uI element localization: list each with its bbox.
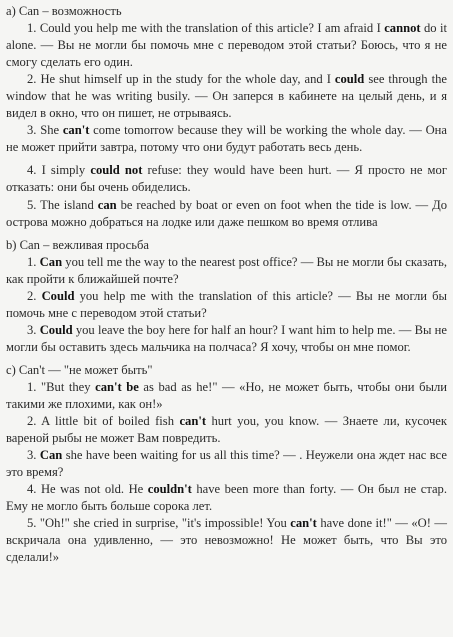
example-paragraph xyxy=(6,254,447,288)
modal-verb: could xyxy=(334,72,365,87)
text-run: do it alone. — Вы не могли бы помочь мне с переводом этой статьи? Боюсь, что я не смогу сделать его один. xyxy=(6,21,447,70)
text-run: 1. Could you help me with the translation of this article? I am afraid I xyxy=(27,21,385,36)
example-paragraph xyxy=(6,288,447,322)
modal-verb: Can xyxy=(39,254,63,269)
section xyxy=(6,237,447,356)
text-run: see through the window that he was writing busily. — Он заперся в кабинете на целый день, и я видел в окно, что он пишет, не отрываясь. xyxy=(6,72,447,121)
text-run: 3. xyxy=(27,448,40,463)
modal-verb: Could xyxy=(41,288,75,303)
document-body xyxy=(6,3,447,567)
modal-verb: can xyxy=(97,197,117,212)
text-run: she have been waiting for us all this time? — . Неужели она ждет нас все это время? xyxy=(6,448,448,480)
example-paragraph xyxy=(6,379,447,413)
text-run: 4. I simply xyxy=(27,163,91,178)
example-paragraph xyxy=(6,322,447,356)
modal-verb: can't xyxy=(179,414,207,429)
modal-verb: cannot xyxy=(384,21,421,36)
text-run: you leave the boy here for half an hour? I want him to help me. — Вы не могли бы оставить здесь мальчика на полчаса? Я хочу, чтобы он мне помог. xyxy=(6,322,448,354)
text-run: 2. A little bit of boiled fish xyxy=(27,414,180,429)
example-paragraph xyxy=(6,162,447,196)
modal-verb: can't xyxy=(290,516,317,531)
modal-verb: could not xyxy=(90,163,143,178)
example-paragraph xyxy=(6,197,447,231)
text-run: 2. xyxy=(27,288,42,303)
text-run: as bad as he!" — «Но, не может быть, чтобы они были такими же плохими, как он!» xyxy=(6,379,447,412)
modal-verb: can't xyxy=(62,123,90,138)
text-run: you tell me the way to the nearest post office? — Вы не могли бы сказать, как пройти к ближайшей почте? xyxy=(6,254,448,286)
text-run: 3. She xyxy=(27,123,63,138)
text-run: you help me with the translation of this article? — Вы не могли бы помочь мне с переводом этой статьи? xyxy=(6,288,448,320)
section xyxy=(6,3,447,231)
example-paragraph xyxy=(6,481,447,515)
text-run: refuse: they would have been hurt. — Я просто не мог отказать: они бы очень обиделись. xyxy=(6,163,447,195)
section xyxy=(6,362,447,567)
modal-verb: can't be xyxy=(95,379,139,394)
section-heading: c) Can't — "не может быть" xyxy=(6,362,153,377)
text-run: 5. The island xyxy=(27,197,98,212)
text-run: 4. He was not old. He xyxy=(27,482,148,497)
text-run: be reached by boat or even on foot when the tide is low. — До острова можно добраться на лодке или даже пешком во время отлива xyxy=(6,197,447,229)
text-run: 1. "But they xyxy=(27,379,96,394)
text-run: 1. xyxy=(27,254,40,269)
example-paragraph xyxy=(6,71,447,122)
example-paragraph xyxy=(6,413,447,447)
text-run: have done it!" — «О! — вскричала она удивленно, — это невозможно! Не может быть, что Вы это сделали!» xyxy=(6,516,447,565)
text-run: come tomorrow because they will be working the whole day. — Она не может прийти завтра, потому что они будут работать весь день. xyxy=(6,123,447,155)
text-run: 5. "Oh!" she cried in surprise, "it's impossible! You xyxy=(27,516,291,531)
text-run: 2. He shut himself up in the study for the whole day, and I xyxy=(27,72,335,87)
example-paragraph xyxy=(6,20,447,71)
section-heading: b) Can – вежливая просьба xyxy=(6,237,149,252)
text-run: hurt you, you know. — Знаете ли, кусочек вареной рыбы не может Вам повредить. xyxy=(6,414,447,446)
text-run: have been more than forty. — Он был не стар. Ему не могло быть больше сорока лет. xyxy=(6,482,448,514)
modal-verb: couldn't xyxy=(147,482,192,497)
example-paragraph xyxy=(6,122,447,156)
example-paragraph xyxy=(6,515,447,566)
section-heading: a) Can – возможность xyxy=(6,4,122,18)
example-paragraph xyxy=(6,447,447,481)
modal-verb: Can xyxy=(39,448,63,463)
modal-verb: Could xyxy=(39,322,73,337)
text-run: 3. xyxy=(27,322,40,337)
